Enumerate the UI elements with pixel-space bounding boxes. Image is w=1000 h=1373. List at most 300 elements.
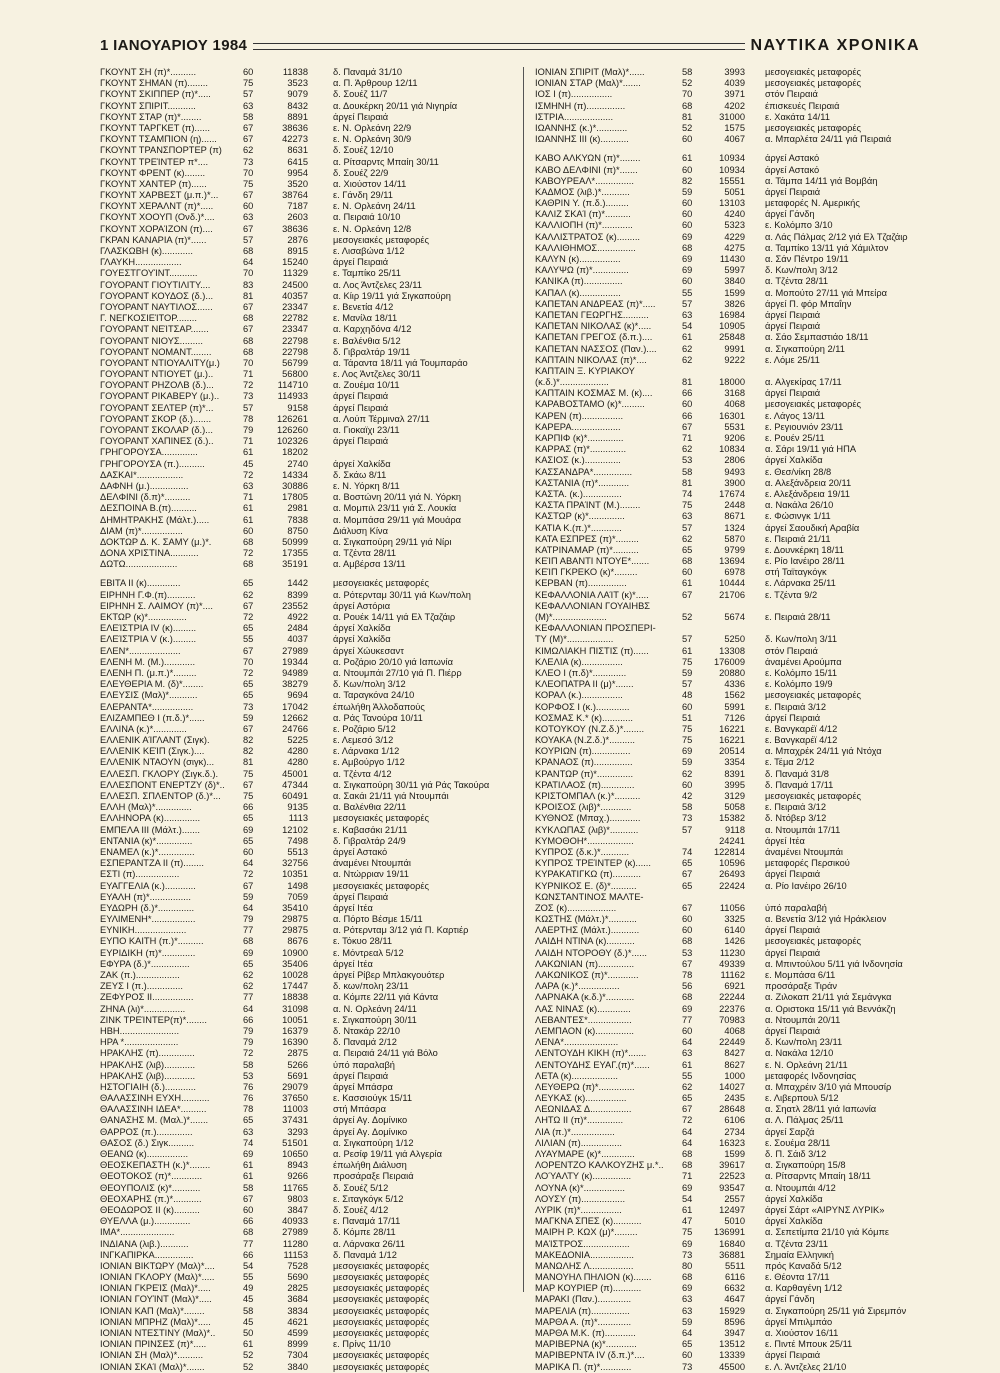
tonnage: 2740 <box>287 458 308 469</box>
ship-row <box>100 201 510 212</box>
ship-name: ΚΑΠΕΤΑΝ ΝΑΣΣΟΣ (Παν.).... <box>535 343 657 354</box>
ship-status: ε. Ν. Ορλεάνη 21/11 <box>765 1059 848 1070</box>
ship-status: άργεί Πειραιά <box>765 869 821 880</box>
ship-row <box>100 657 510 668</box>
tonnage: 31000 <box>719 111 745 122</box>
build-year: 59 <box>682 757 693 768</box>
ship-row <box>100 914 510 925</box>
build-year: 60 <box>682 134 693 145</box>
ship-name: ΛΕΜΠΑΟΝ (κ)............... <box>535 1025 634 1036</box>
ship-status: α. Π. Άρθρουρ 12/11 <box>333 78 418 89</box>
tonnage: 24500 <box>282 279 308 290</box>
ship-row <box>535 1138 945 1149</box>
ship-name: ΕΛΕΝΗ Μ. (Μ.)............ <box>100 656 196 667</box>
ship-name: ΛΟΡΕΝΤΖΟ ΚΑΛΚΟΥΖΗΣ μ.*.. <box>535 1160 664 1171</box>
ship-row <box>100 235 510 246</box>
tonnage: 9954 <box>287 167 308 178</box>
ship-row <box>100 470 510 481</box>
tonnage: 1562 <box>724 690 745 701</box>
ship-status: δ. Κόμπε 28/11 <box>333 1227 396 1238</box>
ship-name: ΔΟΝΑ ΧΡΙΣΤΙΝΑ........... <box>100 548 199 559</box>
ship-row <box>100 559 510 570</box>
ship-name: ΓΟΥΟΡΑΝΤ ΝΑΥΤΙΛΟΣ...... <box>100 301 213 312</box>
ship-status: ε. Βανγκαρέϊ 4/12 <box>765 723 838 734</box>
build-year: 45 <box>243 1294 254 1305</box>
build-year: 69 <box>682 1003 693 1014</box>
ship-name: ΙΩΑΝΝΗΣ (κ.)*............ <box>535 122 628 133</box>
tonnage: 27989 <box>282 645 308 656</box>
ship-name: ΓΟΥΟΡΑΝΤ ΝΤΙΟΥΑΛΙΤΥ(μ.) <box>100 357 220 368</box>
ship-name: ΚΥΡΝΙΚΟΣ Ε. (δ)*.......... <box>535 880 637 891</box>
build-year: 60 <box>682 914 693 925</box>
build-year: 61 <box>243 514 254 525</box>
tonnage: 13103 <box>719 198 745 209</box>
ship-row <box>100 679 510 690</box>
tonnage: 11230 <box>719 947 745 958</box>
tonnage: 17805 <box>282 492 308 503</box>
ship-name: ΓΟΥΕΣΤΓΟΥΊΝΤ........... <box>100 268 198 279</box>
build-year: 42 <box>682 791 693 801</box>
tonnage: 20514 <box>719 746 745 757</box>
tonnage: 40933 <box>282 1216 308 1227</box>
ship-name: ΜΑΡ ΚΟΥΡΙΕΡ (π)........... <box>535 1283 642 1294</box>
build-year: 77 <box>243 1238 254 1249</box>
ship-row <box>535 612 945 623</box>
ship-name: ΚΥΚΛΩΠΑΣ (λιβ)*........... <box>535 824 639 835</box>
ship-status: α. Χιούστον 14/11 <box>333 178 407 189</box>
build-year: 67 <box>243 1193 254 1204</box>
ship-status: ε. Κασσιούγκ 15/11 <box>333 1093 413 1104</box>
build-year: 60 <box>243 525 254 536</box>
ship-status: άργεί Ιτέα <box>765 835 805 846</box>
build-year: 65 <box>682 544 693 555</box>
ship-row <box>100 802 510 813</box>
ship-name: ΓΟΥΟΡΑΝΤ ΣΚΟΡ (δ.)....... <box>100 413 212 424</box>
build-year: 65 <box>243 813 254 824</box>
ship-status: α. Βαλένθια 22/11 <box>333 802 407 813</box>
tonnage: 93547 <box>719 1182 745 1193</box>
ship-row <box>100 145 510 156</box>
ship-status: άργεί Π. φόρ Μπαΐην <box>765 298 852 309</box>
tonnage: 17447 <box>282 981 308 992</box>
tonnage: 8391 <box>724 768 745 779</box>
build-year: 67 <box>682 869 693 880</box>
ship-row <box>535 243 945 254</box>
ship-name: ΚΑΡΡΑΣ (π)*.............. <box>535 444 627 455</box>
tonnage: 16323 <box>719 1137 745 1148</box>
tonnage: 22798 <box>282 346 308 357</box>
ship-name: ΙΟΝΙΑΝ ΓΚΡΕΊΣ (Μαλ)*..... <box>100 1283 211 1294</box>
ship-name: ΙΟΝΙΑΝ ΓΟΥΊΝΤ (Μαλ)*..... <box>100 1294 212 1305</box>
ship-name: ΘΑΣΟΣ (δ.) Σιγκ.......... <box>100 1137 195 1148</box>
tonnage: 2806 <box>724 455 745 466</box>
build-year: 81 <box>682 377 693 388</box>
ship-status: μεσογειακές μεταφορές <box>333 1272 430 1283</box>
ship-status: δ. Παναμά 2/12 <box>333 1037 397 1048</box>
ship-name: ΓΚΟΥΝΤ ΤΣΑΜΠΙΟΝ (η)...... <box>100 134 217 145</box>
build-year: 68 <box>243 559 254 570</box>
tonnage: 2603 <box>287 212 308 223</box>
ship-status: μεσογειακές μεταφορές <box>765 399 862 410</box>
ship-status: δ. Ντακάρ 22/10 <box>333 1025 401 1036</box>
build-year: 66 <box>243 1249 254 1260</box>
tonnage: 1426 <box>724 936 745 947</box>
ship-status: άργεί Πειραιά <box>333 391 389 402</box>
tonnage: 11003 <box>282 1104 308 1115</box>
tonnage: 10934 <box>719 164 745 175</box>
tonnage: 3168 <box>724 388 745 399</box>
ship-status: δ. Ντόβερ 3/12 <box>765 813 827 824</box>
ship-name: ΜΑΡΙΒΕΡΝΤΑ ΙV (δ.π.)*.... <box>535 1350 645 1361</box>
ship-row <box>535 1239 945 1250</box>
ship-status: α. Ντουμπάι 4/12 <box>765 1182 836 1193</box>
build-year: 72 <box>243 380 254 391</box>
ship-status: α. Ρίτσαρντς Μπαίη 30/11 <box>333 156 439 167</box>
build-year: 61 <box>682 578 693 589</box>
ship-status: α. Λούπ Τέρμιναλ 27/11 <box>333 413 430 424</box>
tonnage: 15551 <box>719 175 745 186</box>
tonnage: 4621 <box>287 1316 308 1327</box>
ship-row <box>100 1127 510 1138</box>
ship-row <box>100 1362 510 1373</box>
ship-row <box>100 134 510 145</box>
tonnage: 136991 <box>713 1227 745 1238</box>
ship-name: ΓΚΟΥΝΤ ΣΗΜΑΝ (π)........ <box>100 78 208 89</box>
build-year: 61 <box>682 153 693 164</box>
ship-row <box>100 436 510 447</box>
tonnage: 6632 <box>724 1283 745 1294</box>
tonnage: 5690 <box>287 1272 308 1283</box>
build-year: 60 <box>682 276 693 287</box>
tonnage: 24766 <box>282 723 308 734</box>
build-year: 61 <box>682 1204 693 1215</box>
ship-name: ΓΚΟΥΝΤ ΧΑΡΒΕΣΤ (μ.π.)*... <box>100 190 219 201</box>
ship-row <box>535 578 945 589</box>
build-year: 55 <box>682 1070 693 1081</box>
ship-status: ε. Θεσ/νίκη 28/8 <box>765 466 832 477</box>
tonnage: 2448 <box>724 500 745 511</box>
tonnage: 15240 <box>282 257 308 268</box>
build-year: 83 <box>243 279 254 290</box>
tonnage: 4068 <box>724 399 745 410</box>
ship-status: α. Βενετία 3/12 γιά Ηράκλειον <box>765 914 887 925</box>
build-year: 72 <box>243 1048 254 1059</box>
build-year: 60 <box>682 164 693 175</box>
ship-status: α. Σεπετίμπα 21/10 γιά Κόμπε <box>765 1227 890 1238</box>
ship-status: μεσογειακές μεταφορές <box>333 880 430 891</box>
ship-name: ΜΑΡΑΚΙ (Παν.)............. <box>535 1294 632 1305</box>
ship-row <box>535 746 945 757</box>
ship-name: ΚΑΡΠΙΦ (κ)*.............. <box>535 433 624 443</box>
ship-row <box>535 187 945 198</box>
ship-name: ΚΛΕΟ Ι (π.δ)*............. <box>535 667 627 678</box>
ship-name: ΕΛΕΊΣΤΡΙΑ ΙV (κ)......... <box>100 623 197 634</box>
build-year: 78 <box>682 970 693 980</box>
ship-name: ΕΛΕΝΗ Π. (μ.π.)*......... <box>100 667 197 678</box>
ship-status: α. Σάο Σεμπαστιάο 18/11 <box>765 332 869 343</box>
tonnage: 26493 <box>719 869 745 880</box>
ship-status: μεσογειακές μεταφορές <box>333 1361 430 1372</box>
tonnage: 3354 <box>724 757 745 768</box>
build-year: 69 <box>682 746 693 757</box>
tonnage: 15382 <box>719 813 745 824</box>
ship-status: άργεί Αστακό <box>333 846 388 857</box>
build-year: 60 <box>682 1350 693 1361</box>
ship-name: ΚΑΒΟ ΔΕΛΦΙΝΙ (π)*....... <box>535 164 638 175</box>
issue-date: 1 ΙΑΝΟΥΑΡΙΟΥ 1984 <box>100 36 253 56</box>
ship-status: μεσογειακές μεταφορές <box>333 1316 430 1327</box>
ship-row <box>100 1183 510 1194</box>
build-year: 65 <box>243 690 254 701</box>
tonnage: 3995 <box>724 779 745 790</box>
ship-row <box>535 1272 945 1283</box>
tonnage: 16984 <box>719 309 745 320</box>
ship-name: ΕΛΛΗΝΟΡΑ (κ).............. <box>100 813 201 824</box>
ship-row <box>535 1205 945 1216</box>
ship-row <box>535 791 945 802</box>
ship-status: ε. Δουνκέρκη 18/11 <box>765 544 844 555</box>
ship-status: α. Λ. Πάλμας 25/11 <box>765 1115 844 1126</box>
ship-status: ε. Θέοντα 17/11 <box>765 1272 830 1283</box>
tonnage: 70983 <box>719 1014 745 1025</box>
tonnage: 3826 <box>724 298 745 309</box>
ship-name: ΛΑΚΩΝΙΚΟΣ (π)*............ <box>535 970 639 980</box>
tonnage: 4202 <box>724 100 745 111</box>
ship-row <box>535 992 945 1003</box>
ship-row <box>535 1362 945 1373</box>
build-year: 65 <box>243 835 254 846</box>
build-year: 61 <box>682 1059 693 1070</box>
ship-name: ΙΟΝΙΑΝ ΝΤΕΣΤΙΝΥ (Μαλ)*.. <box>100 1328 216 1338</box>
ship-row <box>535 1294 945 1305</box>
ship-status: μεσογειακές μεταφορές <box>333 234 430 245</box>
ship-row <box>100 634 510 645</box>
ship-status: άργεί Χαλκίδα <box>765 1193 823 1204</box>
tonnage: 6106 <box>724 1115 745 1126</box>
ship-name: ΔΗΜΗΤΡΑΚΗΣ (Μάλτ.)..... <box>100 514 210 525</box>
build-year: 67 <box>243 645 254 656</box>
ship-name: ΓΟΥΟΡΑΝΤ ΓΙΟΥΤΙΛΙΤΥ.... <box>100 279 211 290</box>
ship-status: ε. Λισαβώνα 1/12 <box>333 246 405 256</box>
ship-name: ΚΟΡΑΛ (κ.)................ <box>535 690 623 701</box>
ship-status: άργεί Πειραιά <box>333 1070 389 1081</box>
build-year: 52 <box>243 1361 254 1372</box>
ship-name: ΔΑΦΝΗ (μ.)............... <box>100 480 189 491</box>
tonnage: 11430 <box>719 254 745 264</box>
build-year: 59 <box>682 667 693 678</box>
ship-row <box>535 489 945 500</box>
ship-row <box>100 1239 510 1250</box>
ship-row <box>535 556 945 567</box>
ship-name: ΕΛΛΕΣΠΟΝΤ ΕΝΕΡΤΖΥ (δ)*.. <box>100 779 225 790</box>
tonnage: 6978 <box>724 567 745 578</box>
tonnage: 10028 <box>282 970 308 980</box>
ship-status: άργεί Πειραιά <box>333 402 389 413</box>
build-year: 57 <box>243 402 254 413</box>
build-year: 78 <box>243 413 254 424</box>
ship-name: ΜΑΡΕΛΙΑ (π)............... <box>535 1305 630 1316</box>
ship-name: ΚΕΊΠ ΓΚΡΕΚΟ (κ)*......... <box>535 567 638 578</box>
ship-status: α. Κόμπε 22/11 γιά Κάντα <box>333 992 439 1003</box>
build-year: 67 <box>243 122 254 133</box>
build-year: 55 <box>243 634 254 645</box>
tonnage: 5531 <box>724 421 745 432</box>
tonnage: 11280 <box>282 1238 308 1249</box>
ship-row <box>100 813 510 824</box>
ship-name: ΛΕΝΤΟΥΔΗΣ ΕΥΑΓ.(π)*...... <box>535 1059 650 1070</box>
tonnage: 4240 <box>724 209 745 220</box>
ship-status: άργεί Γάνδη <box>765 209 815 220</box>
ship-status: έπωλήθη Άλλοδαπούς <box>333 701 425 712</box>
tonnage: 126261 <box>276 413 308 424</box>
tonnage: 25848 <box>719 332 745 343</box>
ship-row <box>100 291 510 302</box>
ship-status: δ. Κων/πολη 3/12 <box>765 265 838 276</box>
tonnage: 4280 <box>287 757 308 768</box>
ship-name: ΕΥΝΙΚΗ.................... <box>100 925 187 936</box>
ship-row <box>535 780 945 791</box>
ship-name: ΗΡΑΚΛΗΣ (λιβ)............ <box>100 1070 196 1081</box>
ship-status: δ. Σκάω 8/11 <box>333 469 387 480</box>
ship-status: άργεί Αγ. Δομίνικο <box>333 1126 408 1137</box>
ship-name: ΙΟΝΙΑΝ ΣΗ (Μαλ)*.......... <box>100 1350 204 1361</box>
ship-row <box>100 1194 510 1205</box>
build-year: 77 <box>682 1014 693 1025</box>
ship-status: δ. Γιβραλτάρ 24/9 <box>333 835 406 846</box>
ship-row <box>100 1261 510 1272</box>
ship-name: ΕΝΤΑΝΙΑ (κ)*.............. <box>100 835 193 846</box>
ship-name: ΚΕΡΒΑΝ (π)............... <box>535 578 627 589</box>
publication-title: ΝΑΥΤΙΚΑ ΧΡΟΝΙΚΑ <box>745 36 921 56</box>
ship-name: ΚΕΦΑΛΛΟΝΙΑΝ ΓΟΥΑΙΗΒΣ <box>535 600 651 611</box>
tonnage: 1113 <box>288 813 308 824</box>
build-year: 65 <box>243 578 254 589</box>
ship-name: ΕΛΛΕΝΙΚ ΝΤΑΟΥΝ (σιγκ)... <box>100 757 215 768</box>
ship-name: ΛΕΩΝΙΔΑΣ Δ................ <box>535 1104 632 1115</box>
tonnage: 94989 <box>282 667 308 678</box>
tonnage: 23552 <box>282 600 308 611</box>
ship-status: ε. Μόντρεαλ 5/12 <box>333 947 404 958</box>
tonnage: 60491 <box>282 791 308 801</box>
build-year: 65 <box>682 858 693 869</box>
ship-status: α. Αλεξάνδρεια 20/11 <box>765 477 852 488</box>
tonnage: 16379 <box>282 1025 308 1036</box>
ship-status: α. Ρότερνταμ 30/11 γιά Κων/πολη <box>333 589 471 600</box>
build-year: 71 <box>682 433 693 443</box>
ship-name: ΛΑΡΝΑΚΑ (κ.δ.)*........... <box>535 992 635 1003</box>
ship-name: ΚΑΛΥΨΩ (π)*.............. <box>535 265 629 276</box>
ship-name: ΕΣΠΕΡΑΝΤΖΑ ΙΙ (π)........ <box>100 858 204 869</box>
ship-name: ΓΚΟΥΝΤ ΣΠΙΡΙΤ........... <box>100 100 196 111</box>
build-year: 60 <box>243 201 254 212</box>
ship-row <box>100 447 510 458</box>
ship-name: ΘΑΝΑΣΗΣ Μ. (Μαλ.)*....... <box>100 1115 209 1126</box>
build-year: 82 <box>243 746 254 757</box>
tonnage: 4280 <box>287 746 308 757</box>
ship-name: ΕΛΛΕΣΠ. ΓΚΛΟΡΥ (Σιγκ.δ.). <box>100 768 219 779</box>
build-year: 67 <box>682 421 693 432</box>
ship-name: ΚΑΝΙΚΑ (π)............... <box>535 276 623 287</box>
ship-row <box>100 481 510 492</box>
ship-name: ΕΥΔΩΡΗ (δ.)*.............. <box>100 902 195 913</box>
ship-row <box>535 959 945 970</box>
build-year: 81 <box>243 757 254 768</box>
ship-row <box>100 302 510 313</box>
tonnage: 5058 <box>724 802 745 813</box>
ship-row <box>535 1071 945 1082</box>
tonnage: 37650 <box>282 1093 308 1104</box>
ship-row <box>100 1093 510 1104</box>
ship-status: μεσογειακές μεταφορές <box>333 1328 430 1338</box>
ship-name: ΓΚΟΥΝΤ ΧΕΡΑΛΝΤ (π)*..... <box>100 201 214 212</box>
ship-name: ΕΥΠΟ ΚΑΙΤΗ (π.)*.......... <box>100 936 204 947</box>
build-year: 53 <box>243 1070 254 1081</box>
build-year: 48 <box>682 690 693 701</box>
ship-row <box>535 153 945 164</box>
ship-row <box>100 257 510 268</box>
build-year: 66 <box>243 802 254 813</box>
build-year: 55 <box>243 1272 254 1283</box>
ship-row <box>100 903 510 914</box>
ship-row <box>100 1026 510 1037</box>
tonnage: 8627 <box>724 1059 745 1070</box>
ship-status: άργεί Σαρζά <box>765 1126 815 1137</box>
ship-status: ε. Πειραιά 3/12 <box>765 701 827 712</box>
build-year: 64 <box>682 1037 693 1048</box>
ship-row <box>100 858 510 869</box>
tonnage: 18838 <box>282 992 308 1003</box>
ship-status: ε. Πιντέ Μπουκ 25/11 <box>765 1339 853 1350</box>
build-year: 69 <box>682 231 693 242</box>
ship-row <box>100 1160 510 1171</box>
ship-row <box>100 1048 510 1059</box>
ship-name: ΚΙΜΩΛΙΑΚΗ ΠΙΣΤΙΣ (π)...... <box>535 645 649 656</box>
build-year: 68 <box>682 1160 693 1171</box>
build-year: 54 <box>682 1193 693 1204</box>
tonnage: 3900 <box>724 477 745 488</box>
build-year: 56 <box>682 981 693 992</box>
build-year: 64 <box>682 1328 693 1338</box>
tonnage: 11056 <box>719 902 745 913</box>
ship-row <box>535 78 945 89</box>
ship-list-left-column <box>100 67 510 1373</box>
tonnage: 3840 <box>724 276 745 287</box>
build-year: 70 <box>243 268 254 279</box>
ship-name: ΚΑΤΑ ΕΣΠΡΕΣ (π)*......... <box>535 533 639 544</box>
tonnage: 9158 <box>287 402 308 413</box>
ship-row <box>535 310 945 321</box>
ship-row <box>535 1194 945 1205</box>
ship-row <box>535 209 945 220</box>
ship-status: ε. Ταμπίκο 25/11 <box>333 268 401 279</box>
ship-name: ΓΛΑΣΚΩΒΗ (κ)............ <box>100 246 193 256</box>
build-year: 81 <box>682 111 693 122</box>
ship-status: δ. Παναμά 17/11 <box>765 779 834 790</box>
tonnage: 13308 <box>719 645 745 656</box>
ship-status: ε. Λάρνακα 25/11 <box>765 578 836 589</box>
tonnage: 5323 <box>724 220 745 231</box>
ship-status: α. Ρεσίφ 19/11 γιά Αλγερία <box>333 1149 442 1159</box>
ship-row <box>535 1283 945 1294</box>
ship-row <box>535 1160 945 1171</box>
build-year: 72 <box>243 612 254 622</box>
ship-row <box>535 1060 945 1071</box>
build-year: 66 <box>243 1216 254 1227</box>
ship-status: α. Ράς Τανούρα 10/11 <box>333 712 423 723</box>
build-year: 58 <box>243 1305 254 1316</box>
ship-name: ΙΩΑΝΝΗΣ ΙΙΙ (κ)........... <box>535 134 629 145</box>
ship-status: ε. Ν. Ορλεάνη 30/9 <box>333 134 412 145</box>
